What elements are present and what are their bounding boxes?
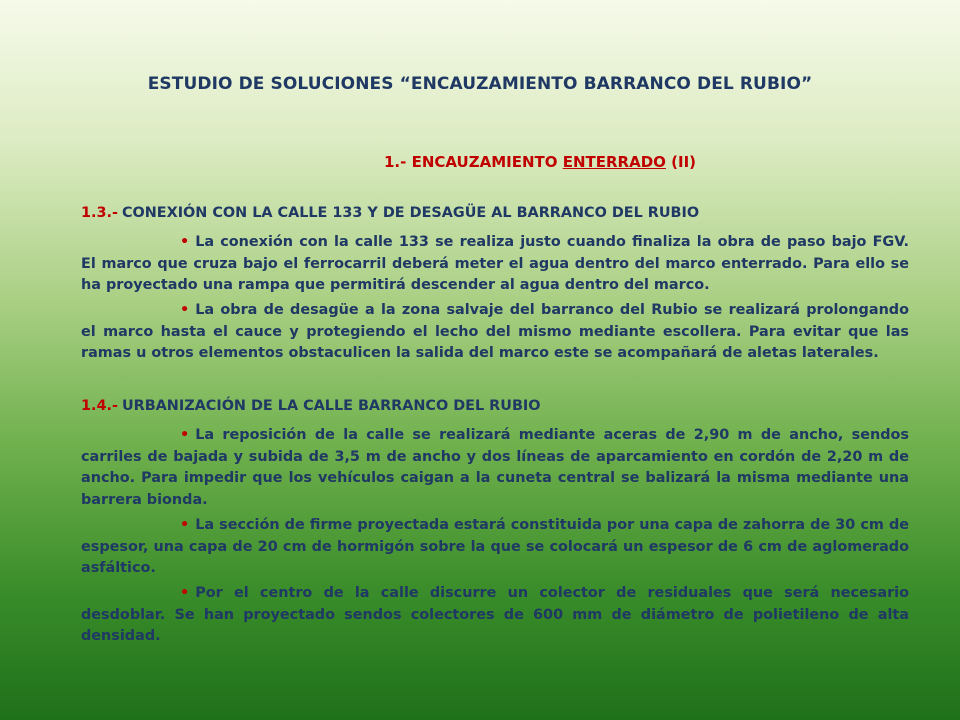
paragraph — [81, 583, 909, 648]
section-number: 1.4.- — [81, 398, 118, 414]
bullet-icon: • — [180, 517, 190, 533]
paragraph — [81, 300, 909, 365]
section-heading-1-4 — [81, 398, 541, 414]
bullet-icon: • — [180, 234, 190, 250]
paragraph-text: La obra de desagüe a la zona salvaje del barranco del Rubio se realizará prolongando el marco hasta el cauce y protegiendo el lecho del mismo mediante escollera. Para evitar que las ramas u otros elementos obstaculicen la salida del marco este se acompañará de aletas laterales. — [81, 302, 909, 361]
bullet-icon: • — [180, 302, 190, 318]
bullet-icon: • — [180, 585, 190, 601]
paragraph — [81, 425, 909, 511]
paragraph-text: Por el centro de la calle discurre un colector de residuales que será necesario desdoblar. Se han proyectado sendos colectores de 600 mm de diámetro de polietileno de alta densidad. — [81, 585, 909, 644]
bullet-icon: • — [180, 427, 190, 443]
paragraph — [81, 515, 909, 580]
paragraph-text: La sección de firme proyectada estará constituida por una capa de zahorra de 30 cm de espesor, una capa de 20 cm de hormigón sobre la que se colocará un espesor de 6 cm de aglomerado asfáltico. — [81, 517, 909, 576]
slide-title: ESTUDIO DE SOLUCIONES “ENCAUZAMIENTO BARRANCO DEL RUBIO” — [147, 74, 813, 94]
slide-subtitle — [384, 153, 696, 171]
section-number: 1.3.- — [81, 205, 118, 221]
subtitle-underlined: ENTERRADO — [562, 153, 666, 171]
subtitle-prefix: 1.- ENCAUZAMIENTO — [384, 153, 563, 171]
section-heading-1-3 — [81, 205, 699, 221]
paragraph-text: La reposición de la calle se realizará mediante aceras de 2,90 m de ancho, sendos carriles de bajada y subida de 3,5 m de ancho y dos líneas de aparcamiento en cordón de 2,20 m de ancho. Para impedir que los vehículos caigan a la cuneta central se balizará la misma mediante una barrera bionda. — [81, 427, 909, 508]
paragraph — [81, 232, 909, 297]
paragraph-text: La conexión con la calle 133 se realiza justo cuando finaliza la obra de paso bajo FGV. El marco que cruza bajo el ferrocarril deberá meter el agua dentro del marco enterrado. Para ello se ha proyectado una rampa que permitirá descender al agua dentro del marco. — [81, 234, 909, 293]
section-title: URBANIZACIÓN DE LA CALLE BARRANCO DEL RUBIO — [121, 398, 541, 414]
section-title: CONEXIÓN CON LA CALLE 133 Y DE DESAGÜE AL BARRANCO DEL RUBIO — [121, 205, 700, 221]
subtitle-suffix: (II) — [665, 153, 697, 171]
